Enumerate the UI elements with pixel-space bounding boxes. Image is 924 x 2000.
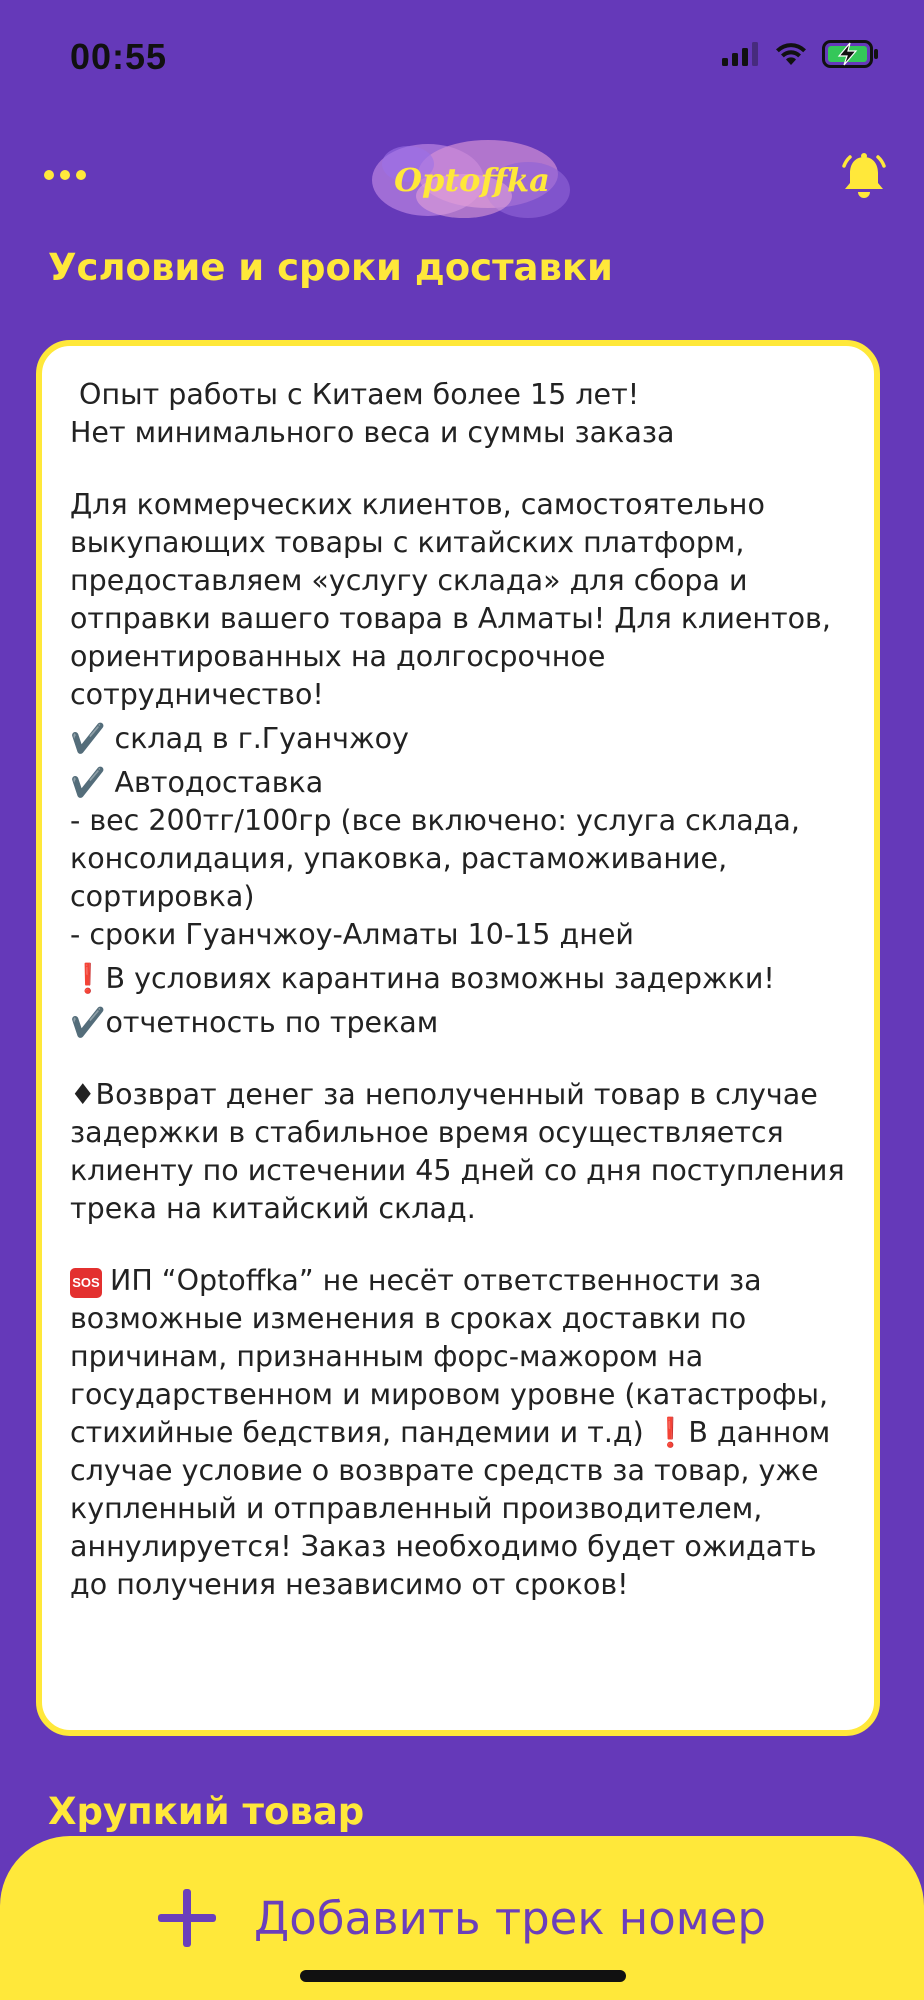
refund-cancel-text: В данном случае условие о возврате средств за товар, уже купленный и отправленный производителем, аннулируется! Заказ необходимо будет ожидать до получения независимо от сроков! [70, 1416, 831, 1601]
plus-icon [158, 1889, 216, 1947]
notification-bell-button[interactable] [838, 152, 890, 204]
status-time: 00:55 [70, 36, 168, 77]
warehouse-line: ✔️ склад в г.Гуанчжоу [70, 722, 409, 755]
auto-delivery-line: ✔️ Автодоставка [70, 766, 324, 799]
bell-icon [844, 153, 884, 198]
status-bar [0, 0, 924, 110]
checkmark-icon: ✔️ [70, 1006, 106, 1039]
exclamation-icon: ❗ [652, 1416, 689, 1449]
liability-paragraph [70, 1262, 846, 1604]
section-title-delivery: Условие и сроки доставки [48, 246, 613, 289]
liability-text: ИП “Optoffka” не несёт ответственности за возможные изменения в сроках доставки по причинам, признанным форс-мажором на государственном и мировом уровне (катастрофы, стихийные бедствия, пандемии и т.д) [70, 1264, 829, 1449]
sos-icon: SOS [70, 1268, 102, 1298]
weight-price-line: - вес 200тг/100гр (все включено: услуга склада, консолидация, упаковка, растаможивание, сортировка) [70, 804, 800, 913]
section-title-fragile: Хрупкий товар [48, 1790, 365, 1833]
exclamation-icon: ❗ [70, 962, 106, 995]
delivery-terms-card [36, 340, 880, 1736]
delivery-time-line: - сроки Гуанчжоу-Алматы 10-15 дней [70, 918, 634, 951]
quarantine-line [70, 960, 846, 998]
signal-icon [722, 42, 760, 66]
experience-line: Опыт работы с Китаем более 15 лет! [70, 378, 640, 411]
battery-charging-icon [822, 40, 880, 68]
no-minimum-line: Нет минимального веса и суммы заказа [70, 416, 675, 449]
quarantine-text: В условиях карантина возможны задержки! [105, 962, 775, 995]
tracking-report-text: отчетность по трекам [105, 1006, 439, 1039]
logo [368, 134, 576, 226]
add-track-number-label: Добавить трек номер [254, 1891, 766, 1945]
logo-text: Optoffka [394, 161, 550, 199]
status-icons [722, 40, 880, 68]
more-dots-icon [44, 170, 54, 180]
refund-paragraph: ♦Возврат денег за неполученный товар в случае задержки в стабильное время осуществляется клиенту по истечении 45 дней со дня поступления трека на китайский склад. [70, 1078, 845, 1225]
commercial-clients-paragraph: Для коммерческих клиентов, самостоятельно выкупающих товары с китайских платформ, предоставляем «услугу склада» для сбора и отправки вашего товара в Алматы! Для клиентов, ориентированных на долгосрочное сотрудничество! [70, 488, 831, 711]
wifi-icon [774, 41, 808, 67]
home-indicator[interactable] [300, 1970, 626, 1982]
tracking-report-line [70, 1004, 846, 1042]
more-menu-button[interactable] [44, 160, 94, 190]
